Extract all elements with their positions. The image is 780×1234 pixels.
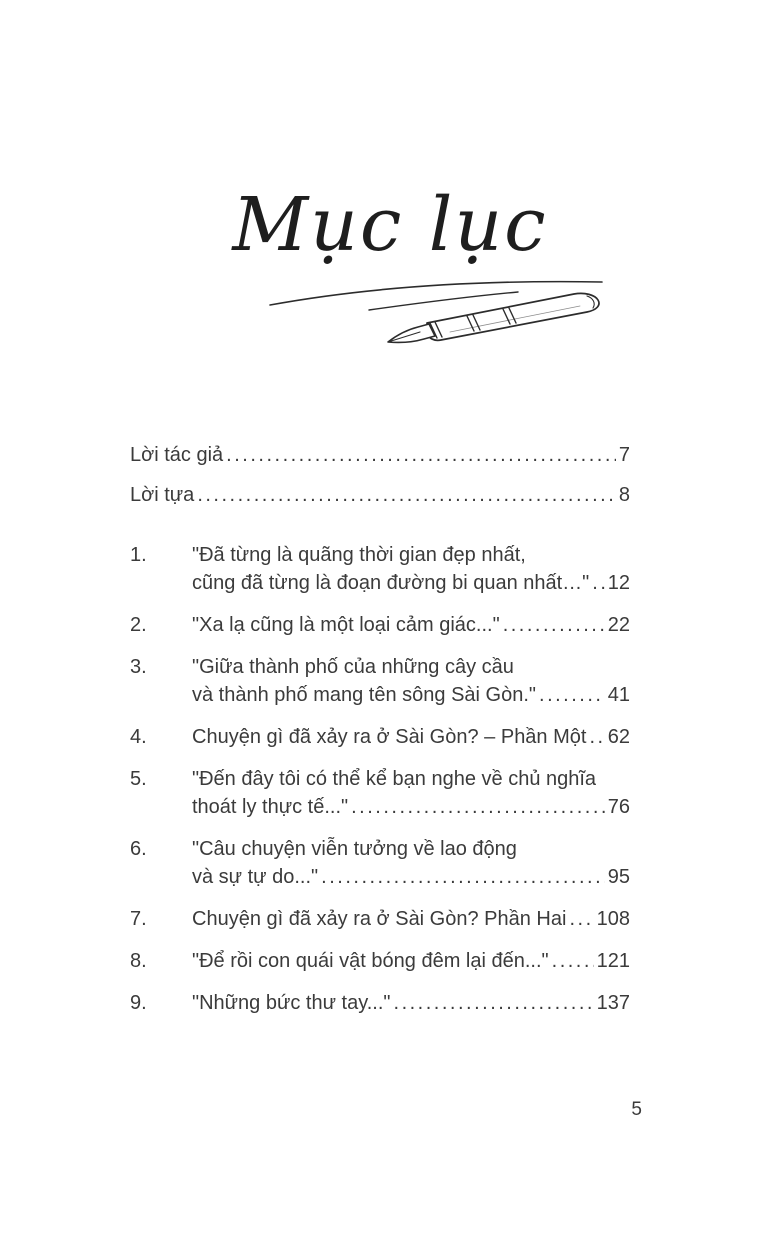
toc-page-number: 76	[607, 796, 630, 818]
toc-entry	[130, 541, 630, 597]
toc-front-row	[130, 441, 630, 469]
toc-entry-number: 5.	[130, 768, 147, 790]
toc-entry-body	[192, 905, 630, 933]
toc-entry-line	[192, 835, 630, 863]
toc-entry	[130, 835, 630, 891]
dot-leader	[592, 569, 604, 597]
toc-entry-line	[192, 765, 630, 793]
toc-entry-number: 9.	[130, 992, 147, 1014]
toc-page-number: 22	[607, 614, 630, 636]
pen-nib	[388, 324, 435, 342]
page-number: 5	[631, 1099, 642, 1120]
dot-leader	[226, 441, 616, 469]
toc-entry-body	[192, 653, 630, 709]
toc-page-number: 7	[618, 444, 630, 466]
toc-front-row	[130, 481, 630, 509]
dot-leader	[351, 793, 605, 821]
toc-entry	[130, 723, 630, 751]
dot-leader	[569, 905, 593, 933]
toc-entry-line	[192, 681, 630, 709]
dot-leader	[321, 863, 605, 891]
fountain-pen-illustration	[254, 277, 614, 367]
toc-entry-line	[192, 793, 630, 821]
toc-entry-number: 3.	[130, 656, 147, 678]
dot-leader	[503, 611, 605, 639]
toc-entry-title: "Những bức thư tay..."	[192, 992, 391, 1014]
toc-entry-line	[192, 989, 630, 1017]
toc-entry-body	[192, 989, 630, 1017]
toc-entry-line	[192, 947, 630, 975]
toc-entry-number: 6.	[130, 838, 147, 860]
toc-entry-title: "Đến đây tôi có thể kể bạn nghe về chủ nghĩa	[192, 768, 597, 790]
toc-entry-title: cũng đã từng là đoạn đường bi quan nhất…"	[192, 572, 590, 594]
toc-entry-title: Chuyện gì đã xảy ra ở Sài Gòn? Phần Hai	[192, 908, 567, 930]
toc-front-matter	[130, 441, 630, 509]
toc-entry-body	[192, 723, 630, 751]
toc-page-number: 95	[607, 866, 630, 888]
swoosh-line-short	[369, 292, 518, 310]
dot-leader	[539, 681, 605, 709]
toc-entry-number: 2.	[130, 614, 147, 636]
toc-entry-body	[192, 541, 630, 597]
toc-entry-line	[192, 905, 630, 933]
toc-entry-title: thoát ly thực tế..."	[192, 796, 349, 818]
toc-entry-body	[192, 947, 630, 975]
toc-entry-number: 1.	[130, 544, 147, 566]
toc-entry	[130, 765, 630, 821]
toc-entry-body	[192, 765, 630, 821]
toc-entry-line	[192, 723, 630, 751]
toc-page-number: 121	[596, 950, 630, 972]
toc-page-number: 137	[596, 992, 630, 1014]
toc-entry-title: "Để rồi con quái vật bóng đêm lại đến..."	[192, 950, 549, 972]
table-of-contents	[130, 441, 630, 1017]
toc-entry-body	[192, 835, 630, 891]
toc-page-number: 12	[607, 572, 630, 594]
toc-entry-line	[192, 611, 630, 639]
toc-entry-line	[192, 863, 630, 891]
toc-entry-title: và thành phố mang tên sông Sài Gòn."	[192, 684, 537, 706]
toc-page-number: 108	[596, 908, 630, 930]
toc-entry	[130, 653, 630, 709]
toc-entry-title: "Đã từng là quãng thời gian đẹp nhất,	[192, 544, 526, 566]
toc-entry	[130, 989, 630, 1017]
toc-entry-title: Chuyện gì đã xảy ra ở Sài Gòn? – Phần Một	[192, 726, 587, 748]
dot-leader	[394, 989, 594, 1017]
toc-entry-number: 4.	[130, 726, 147, 748]
toc-entry	[130, 611, 630, 639]
toc-entries	[130, 541, 630, 1017]
toc-entry-line	[192, 541, 630, 569]
toc-entry-title: "Xa lạ cũng là một loại cảm giác..."	[192, 614, 500, 636]
toc-entry-number: 8.	[130, 950, 147, 972]
toc-entry	[130, 947, 630, 975]
toc-entry-title: "Giữa thành phố của những cây cầu	[192, 656, 514, 678]
toc-entry-title: "Câu chuyện viễn tưởng về lao động	[192, 838, 517, 860]
toc-page-number: 41	[607, 684, 630, 706]
dot-leader	[552, 947, 594, 975]
toc-entry-body	[192, 611, 630, 639]
toc-page-number: 62	[607, 726, 630, 748]
toc-front-label: Lời tựa	[130, 484, 195, 506]
toc-entry	[130, 905, 630, 933]
page-title: Mục lục	[232, 182, 548, 268]
toc-entry-title: và sự tự do..."	[192, 866, 319, 888]
toc-page-number: 8	[618, 484, 630, 506]
toc-entry-line	[192, 653, 630, 681]
toc-entry-number: 7.	[130, 908, 147, 930]
dot-leader	[589, 723, 604, 751]
pen-body	[427, 293, 599, 340]
dot-leader	[197, 481, 616, 509]
toc-front-label: Lời tác giả	[130, 444, 224, 466]
toc-entry-line	[192, 569, 630, 597]
